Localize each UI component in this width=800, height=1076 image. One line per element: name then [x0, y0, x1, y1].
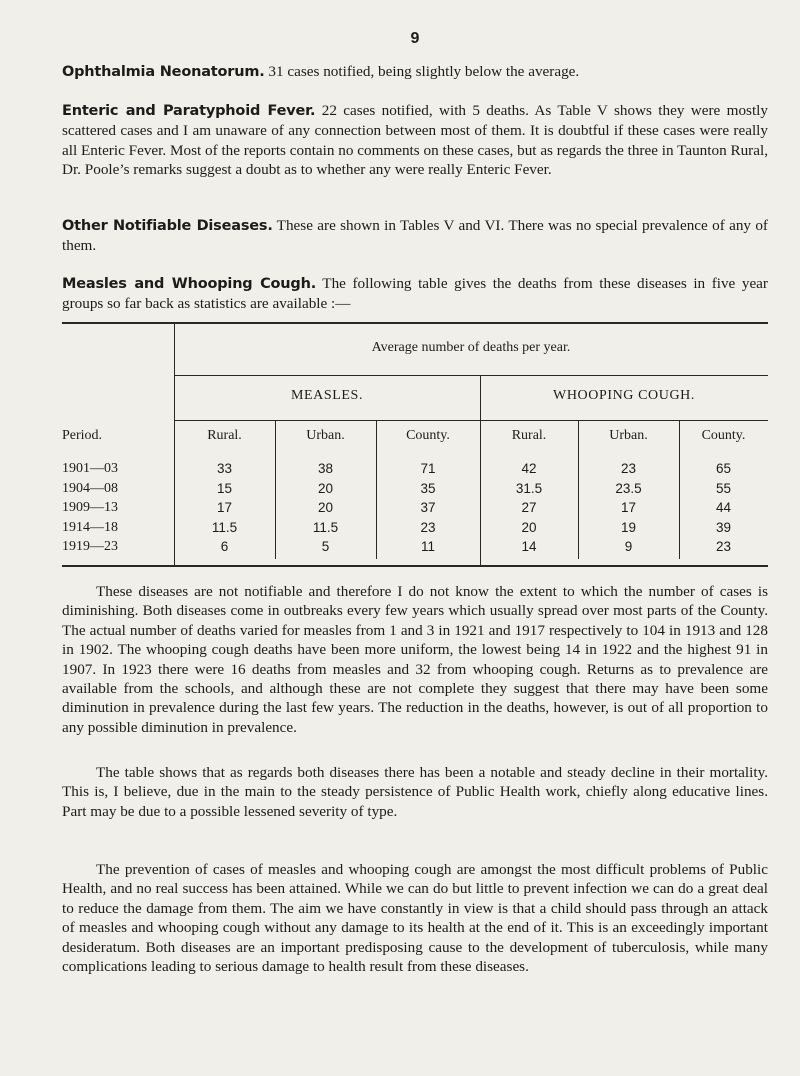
col-header: County.: [701, 428, 746, 443]
paragraph-enteric: [62, 101, 768, 180]
body-paragraph-1: These diseases are not notifiable and therefore I do not know the extent to which the number of cases is diminishing. Both diseases come in outbreaks every few years which usually spread over most parts of the County. The actual number of deaths varied for measles from 1 and 3 in 1921 and 1917 respectively to 104 in 1913 and 128 in 1902. The whooping cough deaths have been more uniform, the lowest being 14 in 1922 and the highest 91 in 1907. In 1923 there were 16 deaths from measles and 32 from whooping cough. Returns as to prevalence are available from the schools, and although these are not complete they suggest that there may have been some diminution in prevalence during the last few years. The reduction in the deaths, however, is out of all proportion to any possible diminution in prevalence.: [62, 583, 768, 736]
period-cell: 1904—08: [62, 480, 118, 496]
paragraph-other-notifiable: [62, 216, 768, 256]
col-header: Urban.: [306, 428, 345, 443]
value-cell: 33: [216, 461, 233, 476]
value-cell: 65: [715, 461, 732, 476]
value-cell: 31.5: [515, 480, 543, 496]
value-cell: 20: [521, 519, 537, 535]
super-header: Average number of deaths per year.: [371, 340, 571, 355]
measles-group-header: MEASLES.: [290, 388, 364, 403]
value-cell: 38: [317, 461, 334, 476]
col-header: Rural.: [207, 428, 242, 443]
text-measles: The following table gives the deaths from these diseases in five year groups so far back as statistics are available :—: [62, 275, 768, 313]
paragraph-ophthalmia: [62, 62, 768, 82]
period-cell: 1914—18: [62, 519, 118, 535]
period-header: Period.: [62, 428, 103, 443]
value-cell: 35: [420, 480, 436, 496]
value-cell: 20: [317, 480, 334, 496]
value-cell: 11.5: [211, 519, 238, 535]
period-cell: 1919—23: [62, 539, 118, 554]
value-cell: 11.5: [312, 519, 339, 535]
value-cell: 5: [321, 539, 330, 554]
value-cell: 23: [715, 539, 732, 554]
value-cell: 39: [715, 519, 732, 535]
value-cell: 42: [521, 461, 537, 476]
col-header: Rural.: [511, 428, 547, 443]
value-cell: 20: [317, 500, 334, 515]
paragraph-measles: [62, 274, 768, 314]
value-cell: 55: [715, 480, 732, 496]
value-cell: 15: [216, 480, 233, 496]
heading-other-notifiable: Other Notifiable Diseases.: [62, 218, 273, 234]
heading-measles: Measles and Whooping Cough.: [62, 276, 317, 292]
text-ophthalmia: 31 cases notified, being slightly below the average.: [264, 63, 580, 80]
value-cell: 23: [420, 519, 436, 535]
value-cell: 9: [624, 539, 633, 554]
value-cell: 27: [521, 500, 537, 515]
whooping-group-header: WHOOPING COUGH.: [553, 388, 695, 403]
heading-enteric: Enteric and Paratyphoid Fever.: [62, 103, 316, 119]
value-cell: 44: [715, 500, 732, 515]
body-paragraph-3: The prevention of cases of measles and whooping cough are amongst the most difficult problems of Public Health, and no real success has been attained. While we can do but little to prevent infection we can do a great deal to reduce the damage from them. The aim we have constantly in view is that a child should pass through an attack of measles and whooping cough without any damage to its health at the end of it. This is an exceedingly important desideratum. Both diseases are an important predisposing cause to the development of tuberculosis, while many complications leading to serious damage to health result from these diseases.: [62, 861, 768, 976]
body-paragraph-2: The table shows that as regards both diseases there has been a notable and steady decline in their mortality. This is, I believe, due in the main to the steady persistence of Public Health work, chiefly along educative lines. Part may be due to a possible lessened severity of type.: [62, 764, 768, 820]
period-cell: 1909—13: [62, 500, 118, 515]
value-cell: 23: [620, 461, 637, 476]
text-enteric: 22 cases notified, with 5 deaths. As Table V shows they were mostly scattered cases and I am unaware of any connection between most of them. It is doubtful if these cases were really all Enteric Fever. Most of the reports contain no comments on these cases, but as regards the three in Taunton Rural, Dr. Poole’s remarks suggest a doubt as to whether any were really Enteric Fever.: [62, 102, 768, 179]
super-header-rule: [174, 375, 768, 376]
value-cell: 6: [220, 539, 229, 554]
heading-ophthalmia: Ophthalmia Neonatorum.: [62, 64, 265, 80]
value-cell: 11: [420, 539, 435, 554]
value-cell: 14: [521, 539, 537, 554]
page-number: 9: [410, 30, 420, 47]
table-top-rule: [62, 322, 768, 324]
deaths-table: [62, 322, 768, 567]
value-cell: 17: [216, 500, 233, 515]
value-cell: 37: [420, 500, 436, 515]
table-bottom-rule: [62, 565, 768, 567]
value-cell: 23.5: [615, 480, 642, 496]
col-header: County.: [406, 428, 450, 443]
value-cell: 71: [420, 461, 436, 476]
text-other-notifiable: These are shown in Tables V and VI. There was no special prevalence of any of them.: [62, 217, 768, 255]
value-cell: 19: [620, 519, 637, 535]
period-cell: 1901—03: [62, 461, 118, 476]
value-cell: 17: [620, 500, 637, 515]
col-header: Urban.: [609, 428, 648, 443]
